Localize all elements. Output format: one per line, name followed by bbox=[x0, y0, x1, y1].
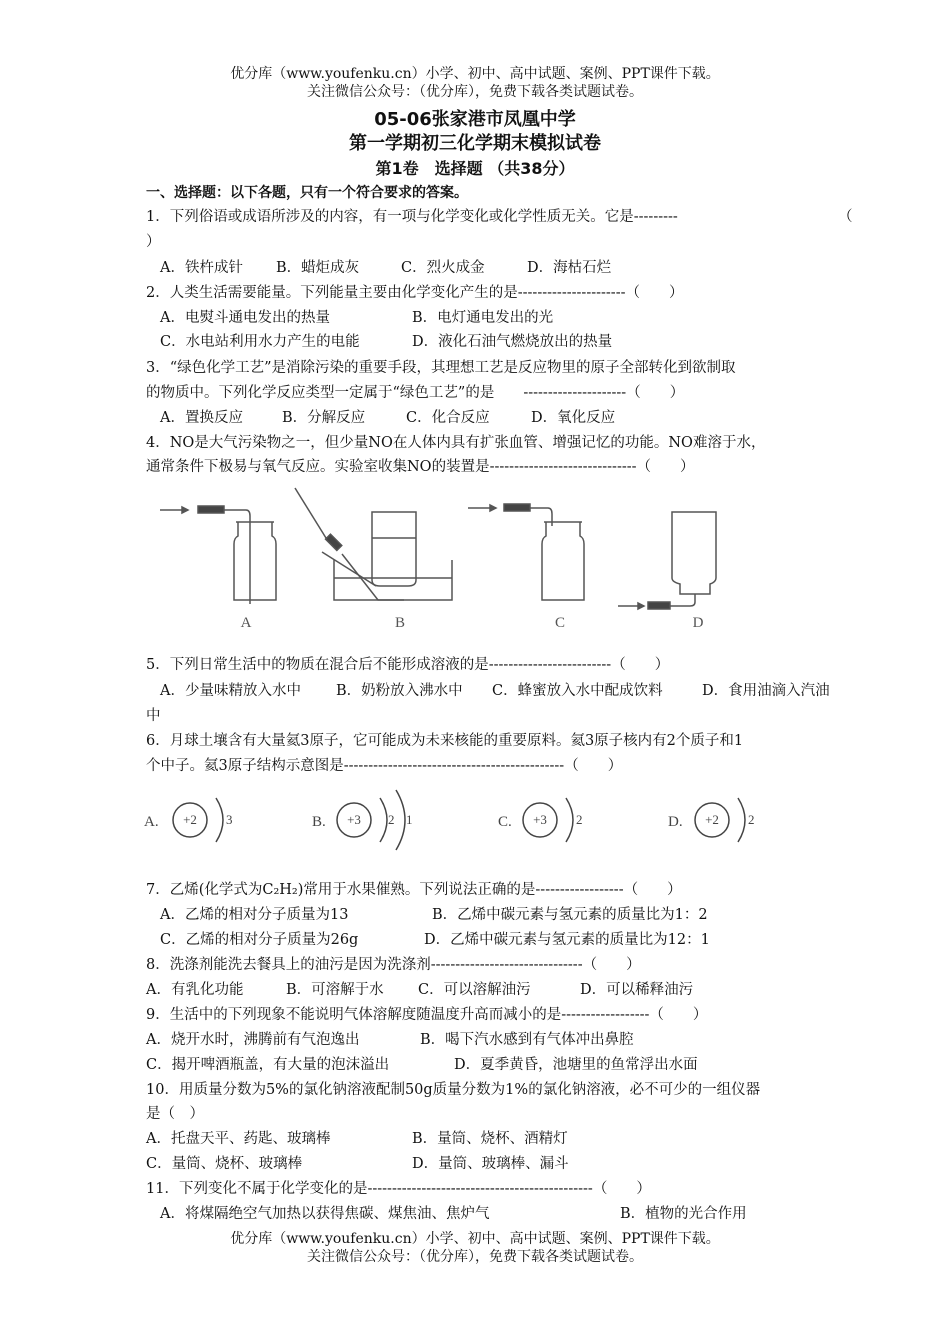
q7-option-d: D．乙烯中碳元素与氢元素的质量比为12：1 bbox=[424, 932, 710, 948]
apparatus-c bbox=[468, 504, 584, 600]
exam-part-title: 第1卷 选择题 （共38分） bbox=[375, 159, 575, 178]
apparatus-b bbox=[295, 488, 452, 600]
q8-option-b: B．可溶解于水 bbox=[286, 982, 384, 998]
q3-option-b: B．分解反应 bbox=[282, 410, 366, 426]
q10-stem-line-2: 是（ ） bbox=[146, 1106, 204, 1122]
q3-stem-line-2: 的物质中。下列化学反应类型一定属于“绿色工艺”的是 ---------------------（ ） bbox=[146, 385, 685, 401]
q4-stem-line-1: 4．NO是大气污染物之一，但少量NO在人体内具有扩张血管、增强记忆的功能。NO难溶于水， bbox=[146, 435, 766, 451]
q4-apparatus-figure bbox=[150, 482, 750, 642]
q10-option-b: B．量筒、烧杯、酒精灯 bbox=[412, 1131, 568, 1147]
q8-option-a: A．有乳化功能 bbox=[146, 982, 244, 998]
exam-title-name: 第一学期初三化学期末模拟试卷 bbox=[349, 133, 601, 154]
atom-diagram-a bbox=[144, 798, 233, 842]
q5-option-d-wrap: 中 bbox=[146, 708, 161, 724]
atom-c-shell-1: 2 bbox=[576, 812, 583, 827]
q1-option-b: B．蜡炬成灰 bbox=[276, 260, 360, 276]
apparatus-d bbox=[618, 512, 716, 609]
q5-option-a: A．少量味精放入水中 bbox=[160, 683, 301, 699]
q11-option-a: A．将煤隔绝空气加热以获得焦碳、煤焦油、焦炉气 bbox=[160, 1206, 490, 1222]
atom-b-shell-1: 2 bbox=[388, 812, 395, 827]
q9-option-c: C．揭开啤酒瓶盖，有大量的泡沫溢出 bbox=[146, 1057, 390, 1073]
atom-b-shell-2: 1 bbox=[406, 812, 413, 827]
q5-option-d: D．食用油滴入汽油 bbox=[702, 683, 830, 699]
q9-stem: 9．生活中的下列现象不能说明气体溶解度随温度升高而减小的是------------------（ ） bbox=[146, 1007, 708, 1023]
q10-stem-line-1: 10．用质量分数为5%的氯化钠溶液配制50g质量分数为1%的氯化钠溶液，必不可少的一组仪器 bbox=[146, 1082, 761, 1098]
apparatus-a bbox=[160, 506, 276, 604]
section-heading: 一、选择题：以下各题，只有一个符合要求的答案。 bbox=[146, 185, 468, 201]
exam-title-school: 05-06张家港市凤凰中学 bbox=[374, 109, 576, 130]
q2-option-d: D．液化石油气燃烧放出的热量 bbox=[412, 334, 613, 350]
q2-option-a: A．电熨斗通电发出的热量 bbox=[160, 310, 330, 326]
q3-stem-line-1: 3．“绿色化学工艺”是消除污染的重要手段，其理想工艺是反应物里的原子全部转化到欲制取 bbox=[146, 360, 736, 376]
q3-option-c: C．化合反应 bbox=[406, 410, 490, 426]
atom-diagram-b bbox=[312, 790, 413, 850]
q8-stem: 8．洗涤剂能洗去餐具上的油污是因为洗涤剂-------------------------------（ ） bbox=[146, 957, 641, 973]
q10-option-c: C．量筒、烧杯、玻璃棒 bbox=[146, 1156, 303, 1172]
q7-option-a: A．乙烯的相对分子质量为13 bbox=[160, 907, 349, 923]
q10-option-d: D．量筒、玻璃棒、漏斗 bbox=[412, 1156, 569, 1172]
atom-d-shell-1: 2 bbox=[748, 812, 755, 827]
atom-c-label: C. bbox=[498, 814, 512, 830]
atom-diagram-c bbox=[498, 798, 583, 842]
q1-paren-close: ） bbox=[146, 234, 161, 250]
q9-option-d: D．夏季黄昏，池塘里的鱼常浮出水面 bbox=[454, 1057, 698, 1073]
q2-option-c: C．水电站利用水力产生的电能 bbox=[160, 334, 360, 350]
atom-a-nucleus: +2 bbox=[183, 812, 197, 827]
atom-a-label: A. bbox=[144, 814, 159, 830]
q1-paren-open: （ bbox=[838, 209, 853, 225]
atom-c-nucleus: +3 bbox=[533, 812, 547, 827]
q7-stem: 7．乙烯(化学式为C₂H₂)常用于水果催熟。下列说法正确的是------------------（ ） bbox=[146, 882, 682, 898]
apparatus-label-c: C bbox=[554, 615, 566, 631]
q9-option-b: B．喝下汽水感到有气体冲出鼻腔 bbox=[420, 1032, 634, 1048]
q6-atom-diagrams bbox=[140, 782, 780, 858]
q6-stem-line-1: 6．月球土壤含有大量氦3原子，它可能成为未来核能的重要原料。氦3原子核内有2个质子和1 bbox=[146, 733, 744, 749]
q7-option-b: B．乙烯中碳元素与氢元素的质量比为1：2 bbox=[432, 907, 708, 923]
header-line-1: 优分库（www.youfenku.cn）小学、初中、高中试题、案例、PPT课件下载。 bbox=[230, 66, 720, 82]
q5-stem: 5．下列日常生活中的物质在混合后不能形成溶液的是-------------------------（ ） bbox=[146, 657, 670, 673]
q11-stem: 11．下列变化不属于化学变化的是----------------------------------------------（ ） bbox=[146, 1181, 651, 1197]
q5-option-b: B．奶粉放入沸水中 bbox=[336, 683, 463, 699]
apparatus-label-a: A bbox=[240, 615, 252, 631]
q9-option-a: A．烧开水时，沸腾前有气泡逸出 bbox=[146, 1032, 360, 1048]
q6-stem-line-2: 个中子。氦3原子结构示意图是---------------------------------------------（ ） bbox=[146, 758, 623, 774]
footer-line-1: 优分库（www.youfenku.cn）小学、初中、高中试题、案例、PPT课件下载。 bbox=[230, 1231, 720, 1247]
atom-a-shell-1: 3 bbox=[226, 812, 233, 827]
q1-option-d: D．海枯石烂 bbox=[527, 260, 612, 276]
q8-option-c: C．可以溶解油污 bbox=[418, 982, 531, 998]
q4-stem-line-2: 通常条件下极易与氧气反应。实验室收集NO的装置是------------------------------（ ） bbox=[146, 459, 695, 475]
q10-option-a: A．托盘天平、药匙、玻璃棒 bbox=[146, 1131, 331, 1147]
atom-b-nucleus: +3 bbox=[347, 812, 361, 827]
q2-stem: 2．人类生活需要能量。下列能量主要由化学变化产生的是----------------------（ ） bbox=[146, 285, 684, 301]
atom-diagram-d bbox=[668, 798, 755, 842]
footer-line-2: 关注微信公众号：（优分库），免费下载各类试题试卷。 bbox=[307, 1249, 643, 1265]
q8-option-d: D．可以稀释油污 bbox=[580, 982, 694, 998]
atom-d-nucleus: +2 bbox=[705, 812, 719, 827]
apparatus-label-b: B bbox=[394, 615, 406, 631]
q1-option-a: A．铁杵成针 bbox=[160, 260, 243, 276]
apparatus-label-d: D bbox=[692, 615, 704, 631]
q1-stem: 1．下列俗语或成语所涉及的内容，有一项与化学变化或化学性质无关。它是--------- bbox=[146, 209, 678, 225]
q11-option-b: B．植物的光合作用 bbox=[620, 1206, 747, 1222]
atom-d-label: D. bbox=[668, 814, 683, 830]
q2-option-b: B．电灯通电发出的光 bbox=[412, 310, 554, 326]
atom-b-label: B. bbox=[312, 814, 326, 830]
q3-option-a: A．置换反应 bbox=[160, 410, 243, 426]
q5-option-c: C．蜂蜜放入水中配成饮料 bbox=[492, 683, 663, 699]
q3-option-d: D．氧化反应 bbox=[531, 410, 616, 426]
q1-option-c: C．烈火成金 bbox=[401, 260, 485, 276]
header-line-2: 关注微信公众号：（优分库），免费下载各类试题试卷。 bbox=[307, 84, 643, 100]
q7-option-c: C．乙烯的相对分子质量为26g bbox=[160, 932, 359, 948]
